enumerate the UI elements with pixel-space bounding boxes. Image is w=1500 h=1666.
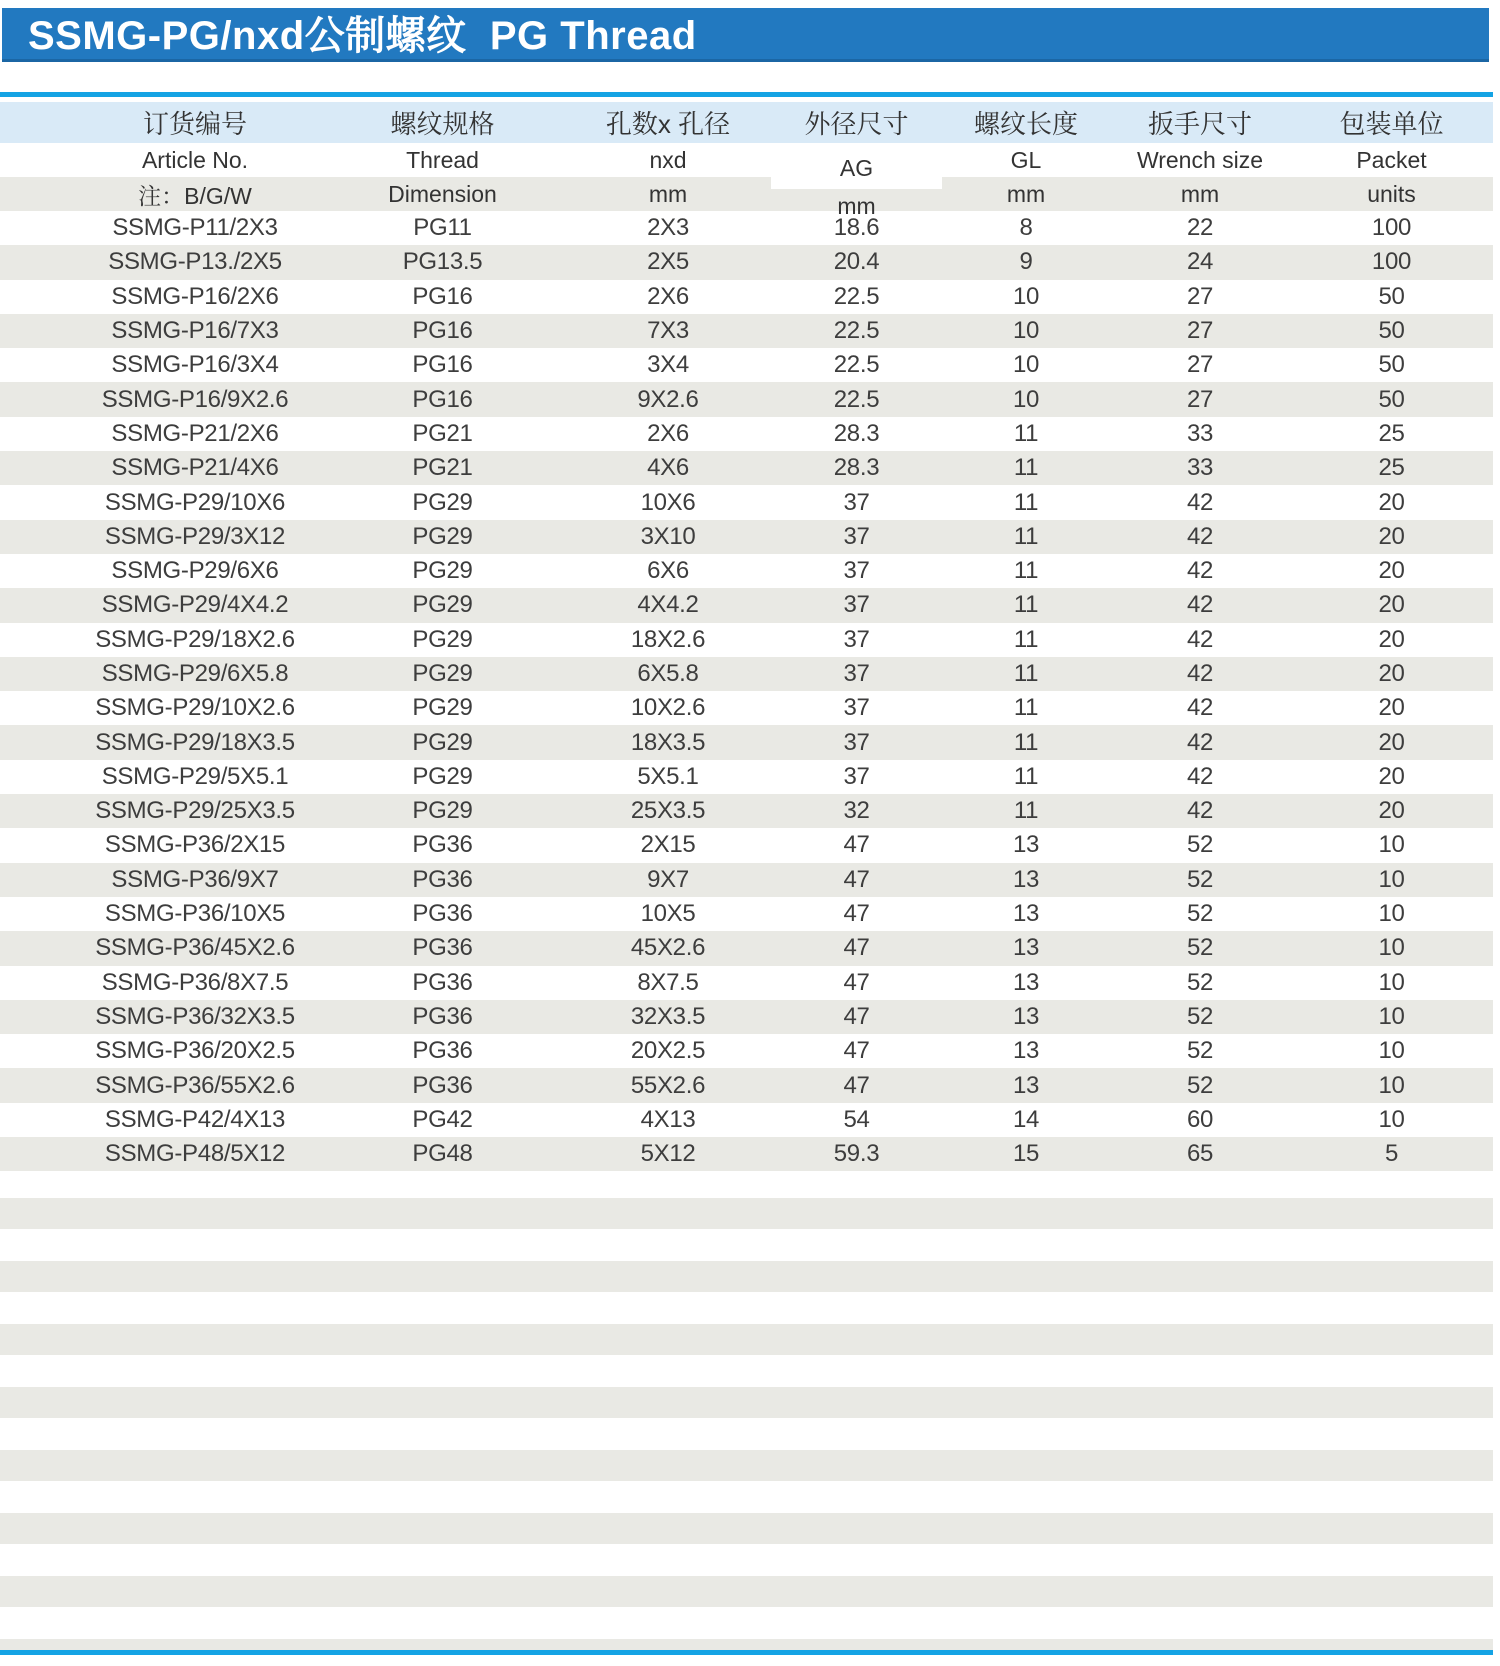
table-cell: 2X5 — [647, 248, 689, 276]
table-cell: 22.5 — [833, 282, 880, 310]
table-cell: PG36 — [412, 968, 473, 996]
table-cell: 10 — [1012, 282, 1040, 310]
col-header-article-cn: 订货编号 — [142, 109, 247, 139]
table-cell: 11 — [1013, 591, 1039, 619]
table-cell: SSMG-P36/55X2.6 — [95, 1071, 295, 1099]
table-cell: 20 — [1378, 728, 1405, 756]
table-row — [0, 382, 1493, 416]
col-header-thread-cn: 螺纹规格 — [390, 109, 495, 139]
table-cell: 9 — [1019, 248, 1033, 276]
table-cell: 52 — [1186, 1002, 1214, 1030]
table-row — [0, 623, 1493, 657]
table-cell: 13 — [1012, 934, 1040, 962]
table-cell: 8X7.5 — [637, 968, 699, 996]
table-cell: 100 — [1371, 248, 1412, 276]
table-cell: 20 — [1378, 625, 1405, 653]
table-cell: 3X4 — [647, 351, 689, 379]
table-cell: 4X13 — [640, 1105, 696, 1133]
header-row-en — [0, 143, 1493, 177]
table-cell: 10 — [1378, 1037, 1405, 1065]
table-cell: 47 — [843, 900, 870, 928]
col-header-gl-cn: 螺纹长度 — [973, 109, 1078, 139]
table-cell: 20 — [1378, 591, 1405, 619]
table-cell: SSMG-P36/9X7 — [111, 865, 279, 893]
col-unit-ag: mm — [837, 192, 876, 219]
table-cell: 5X5.1 — [637, 762, 699, 790]
table-cell: 37 — [843, 488, 870, 516]
table-cell: SSMG-P29/10X2.6 — [95, 694, 295, 722]
table-row — [0, 897, 1493, 931]
table-cell: 37 — [843, 728, 870, 756]
table-row — [0, 451, 1493, 485]
table-cell: SSMG-P29/5X5.1 — [101, 762, 289, 790]
table-cell: PG29 — [412, 625, 473, 653]
table-cell: PG29 — [412, 522, 473, 550]
table-cell: 28.3 — [833, 454, 880, 482]
table-cell: 10 — [1378, 900, 1405, 928]
table-cell: 18X2.6 — [630, 625, 706, 653]
table-cell: 42 — [1186, 660, 1214, 687]
table-cell: PG36 — [412, 934, 473, 962]
table-cell: 4X6 — [647, 454, 689, 482]
table-cell: 22.5 — [833, 385, 880, 413]
table-cell: 9X2.6 — [637, 385, 699, 413]
table-cell: SSMG-P36/20X2.5 — [95, 1037, 295, 1065]
table-cell: 3X10 — [640, 522, 696, 550]
table-cell: PG36 — [412, 900, 473, 928]
table-cell: 52 — [1186, 1037, 1214, 1065]
table-cell: PG36 — [412, 1037, 473, 1065]
table-cell: 47 — [843, 934, 870, 962]
table-cell: 33 — [1186, 454, 1214, 482]
table-cell: 10 — [1378, 831, 1405, 859]
table-cell: 13 — [1012, 900, 1040, 928]
table-cell: SSMG-P29/25X3.5 — [95, 797, 295, 825]
table-cell: 37 — [843, 694, 870, 722]
table-cell: 52 — [1186, 831, 1214, 859]
table-cell: 25X3.5 — [630, 797, 706, 825]
table-cell: SSMG-P16/3X4 — [111, 351, 279, 379]
table-cell: PG16 — [412, 351, 473, 379]
table-cell: 45X2.6 — [630, 934, 706, 962]
table-cell: 42 — [1186, 625, 1214, 653]
table-cell: 42 — [1186, 762, 1214, 790]
table-cell: 8 — [1019, 214, 1033, 242]
table-cell: SSMG-P29/18X3.5 — [95, 728, 295, 756]
table-cell: 4X4.2 — [637, 591, 699, 619]
table-cell: 47 — [843, 831, 870, 859]
table-cell: PG29 — [412, 660, 473, 687]
col-header-wrench-en: Wrench size — [1136, 146, 1264, 173]
table-cell: 47 — [843, 1071, 870, 1099]
table-cell: 22.5 — [833, 317, 880, 345]
table-cell: PG36 — [412, 1071, 473, 1099]
table-cell: PG21 — [412, 454, 473, 482]
table-cell: 42 — [1186, 591, 1214, 619]
table-row — [0, 485, 1493, 519]
col-unit-article: 注：B/G/W — [138, 182, 252, 209]
col-header-ag-cn: 外径尺寸 — [804, 109, 909, 139]
table-cell: 18X3.5 — [630, 728, 706, 756]
table-cell: 59.3 — [833, 1140, 880, 1168]
table-cell: 2X3 — [647, 214, 689, 242]
table-cell: 25 — [1378, 419, 1405, 447]
table-cell: PG11 — [413, 214, 472, 242]
table-header — [0, 102, 1493, 219]
empty-stripe-rows — [0, 1198, 1493, 1650]
table-cell: 11 — [1013, 488, 1039, 516]
spec-table — [0, 102, 1493, 1171]
table-row — [0, 760, 1493, 794]
table-row — [0, 691, 1493, 725]
table-cell: 42 — [1186, 488, 1214, 516]
table-cell: SSMG-P29/18X2.6 — [95, 625, 295, 653]
table-cell: SSMG-P11/2X3 — [112, 214, 278, 242]
table-cell: 25 — [1378, 454, 1405, 482]
table-cell: SSMG-P29/6X5.8 — [101, 660, 289, 687]
table-row — [0, 966, 1493, 1000]
table-cell: 24 — [1186, 248, 1214, 276]
col-header-thread-en: Thread — [406, 146, 479, 173]
table-cell: 5 — [1384, 1140, 1399, 1168]
header-row-units — [0, 177, 1493, 211]
table-cell: PG36 — [412, 1002, 473, 1030]
table-cell: SSMG-P29/4X4.2 — [101, 591, 289, 619]
table-cell: 50 — [1378, 385, 1405, 413]
table-cell: 20 — [1378, 797, 1405, 825]
col-header-nxd-en: nxd — [649, 146, 687, 173]
table-row — [0, 417, 1493, 451]
table-cell: 13 — [1012, 1037, 1040, 1065]
table-cell: 10 — [1378, 1002, 1405, 1030]
table-cell: 11 — [1013, 522, 1039, 550]
table-cell: 55X2.6 — [630, 1071, 706, 1099]
table-cell: PG13.5 — [402, 248, 483, 276]
table-cell: 10 — [1012, 351, 1040, 379]
table-cell: 50 — [1378, 317, 1405, 345]
table-cell: SSMG-P16/7X3 — [111, 317, 279, 345]
table-cell: SSMG-P36/45X2.6 — [95, 934, 295, 962]
table-cell: 20 — [1378, 694, 1405, 722]
table-row — [0, 1068, 1493, 1102]
table-cell: 20.4 — [833, 248, 880, 276]
page-title: SSMG-PG/nxd公制螺纹 PG Thread — [28, 14, 697, 58]
table-cell: 10X6 — [640, 488, 696, 516]
table-cell: 50 — [1378, 282, 1405, 310]
header-row-cn — [0, 102, 1493, 143]
table-cell: 52 — [1186, 934, 1214, 962]
table-cell: SSMG-P29/6X6 — [111, 557, 279, 585]
table-cell: 22.5 — [833, 351, 880, 379]
table-body — [0, 211, 1493, 1171]
table-cell: 10 — [1378, 934, 1405, 962]
table-cell: PG29 — [412, 591, 473, 619]
table-cell: 11 — [1013, 660, 1039, 687]
table-cell: 20 — [1378, 762, 1405, 790]
table-cell: 2X15 — [640, 831, 696, 859]
table-cell: 11 — [1013, 454, 1039, 482]
table-cell: 20 — [1378, 660, 1405, 687]
table-cell: 37 — [843, 625, 870, 653]
table-cell: PG29 — [412, 762, 473, 790]
table-cell: 47 — [843, 865, 870, 893]
col-unit-nxd: mm — [648, 180, 688, 207]
table-cell: 11 — [1013, 694, 1039, 722]
table-cell: 42 — [1186, 797, 1214, 825]
table-cell: 52 — [1186, 865, 1214, 893]
table-row — [0, 520, 1493, 554]
table-row — [0, 863, 1493, 897]
table-cell: 52 — [1186, 1071, 1214, 1099]
table-cell: 2X6 — [647, 282, 689, 310]
table-row — [0, 588, 1493, 622]
table-cell: 50 — [1378, 351, 1405, 379]
table-cell: PG29 — [412, 694, 473, 722]
table-cell: 13 — [1012, 968, 1040, 996]
col-header-gl-en: GL — [1010, 146, 1042, 173]
bottom-divider-line — [0, 1650, 1493, 1655]
table-cell: PG16 — [412, 385, 473, 413]
table-cell: 47 — [843, 968, 870, 996]
table-cell: 20 — [1378, 557, 1405, 585]
table-cell: 10 — [1378, 1071, 1405, 1099]
table-row — [0, 657, 1493, 691]
table-cell: 15 — [1012, 1140, 1040, 1168]
table-cell: 10X2.6 — [630, 694, 706, 722]
table-cell: SSMG-P16/2X6 — [111, 282, 279, 310]
table-cell: 37 — [843, 762, 870, 790]
col-unit-wrench: mm — [1180, 180, 1220, 207]
table-cell: 14 — [1012, 1105, 1040, 1133]
table-cell: 32X3.5 — [630, 1002, 706, 1030]
table-cell: 2X6 — [647, 419, 689, 447]
table-cell: 6X6 — [647, 557, 689, 585]
table-cell: 20 — [1378, 522, 1405, 550]
table-cell: 28.3 — [833, 419, 880, 447]
table-row — [0, 348, 1493, 382]
table-cell: 37 — [843, 591, 870, 619]
top-divider-line — [0, 92, 1493, 97]
col-unit-gl: mm — [1006, 180, 1046, 207]
table-cell: SSMG-P13./2X5 — [108, 248, 282, 276]
table-cell: 13 — [1012, 1071, 1040, 1099]
col-header-article-en: Article No. — [141, 146, 249, 173]
table-cell: 11 — [1013, 762, 1039, 790]
table-cell: 11 — [1013, 728, 1039, 756]
table-row — [0, 554, 1493, 588]
table-cell: PG21 — [412, 419, 473, 447]
table-row — [0, 280, 1493, 314]
table-cell: PG36 — [412, 831, 473, 859]
table-row — [0, 1034, 1493, 1068]
table-cell: SSMG-P36/8X7.5 — [101, 968, 289, 996]
table-cell: 10 — [1012, 385, 1040, 413]
table-cell: SSMG-P29/10X6 — [104, 488, 286, 516]
col-header-wrench-cn: 扳手尺寸 — [1147, 109, 1252, 139]
table-cell: 47 — [843, 1037, 870, 1065]
table-cell: SSMG-P42/4X13 — [104, 1105, 286, 1133]
col-unit-thread: Dimension — [388, 180, 497, 207]
table-row — [0, 211, 1493, 245]
table-cell: 27 — [1186, 317, 1214, 345]
table-row — [0, 314, 1493, 348]
table-cell: 10 — [1378, 865, 1405, 893]
table-cell: 20X2.5 — [630, 1037, 706, 1065]
table-cell: 65 — [1186, 1140, 1214, 1168]
table-cell: 42 — [1186, 728, 1214, 756]
table-cell: 9X7 — [647, 865, 689, 893]
table-cell: SSMG-P36/10X5 — [104, 900, 286, 928]
table-cell: 22 — [1186, 214, 1214, 242]
table-cell: 42 — [1186, 557, 1214, 585]
table-cell: 27 — [1186, 385, 1214, 413]
table-cell: 100 — [1371, 214, 1412, 242]
col-unit-packet: units — [1367, 180, 1416, 207]
table-cell: 7X3 — [647, 317, 689, 345]
table-cell: 60 — [1186, 1105, 1214, 1133]
table-cell: 42 — [1186, 694, 1214, 722]
table-cell: 20 — [1378, 488, 1405, 516]
table-row — [0, 1000, 1493, 1034]
table-cell: SSMG-P29/3X12 — [104, 522, 286, 550]
table-cell: SSMG-P16/9X2.6 — [101, 385, 289, 413]
table-cell: 6X5.8 — [637, 660, 699, 687]
table-cell: 27 — [1186, 351, 1214, 379]
table-cell: 10X5 — [640, 900, 696, 928]
title-bar — [2, 8, 1489, 62]
table-cell: 13 — [1012, 1002, 1040, 1030]
table-cell: 13 — [1012, 865, 1040, 893]
table-cell: 10 — [1378, 968, 1405, 996]
table-cell: SSMG-P21/2X6 — [111, 419, 279, 447]
table-cell: PG48 — [412, 1140, 473, 1168]
table-cell: PG16 — [412, 317, 473, 345]
col-header-packet-en: Packet — [1356, 146, 1427, 173]
col-header-ag-en: AG — [839, 154, 874, 181]
table-cell: 18.6 — [833, 214, 880, 242]
table-cell: PG42 — [412, 1105, 473, 1133]
table-cell: 54 — [843, 1105, 870, 1133]
table-row — [0, 1137, 1493, 1171]
table-row — [0, 245, 1493, 279]
table-row — [0, 794, 1493, 828]
table-cell: SSMG-P36/2X15 — [104, 831, 286, 859]
table-cell: 11 — [1013, 419, 1039, 447]
table-cell: 11 — [1013, 625, 1039, 653]
col-header-packet-cn: 包装单位 — [1339, 109, 1444, 139]
table-row — [0, 1103, 1493, 1137]
table-cell: PG36 — [412, 865, 473, 893]
table-cell: 13 — [1012, 831, 1040, 859]
table-cell: 37 — [843, 660, 870, 687]
table-cell: 11 — [1013, 797, 1039, 825]
table-cell: SSMG-P21/4X6 — [111, 454, 279, 482]
table-cell: 42 — [1186, 522, 1214, 550]
table-cell: 37 — [843, 522, 870, 550]
table-cell: 52 — [1186, 900, 1214, 928]
col-header-nxd-cn: 孔数x 孔径 — [605, 109, 731, 139]
table-cell: PG29 — [412, 557, 473, 585]
table-cell: 10 — [1378, 1105, 1405, 1133]
table-cell: 10 — [1012, 317, 1040, 345]
table-cell: 47 — [843, 1002, 870, 1030]
table-cell: PG29 — [412, 488, 473, 516]
table-row — [0, 725, 1493, 759]
table-cell: 11 — [1013, 557, 1039, 585]
table-cell: 5X12 — [640, 1140, 696, 1168]
table-cell: PG16 — [412, 282, 473, 310]
table-cell: SSMG-P48/5X12 — [104, 1140, 286, 1168]
table-cell: PG29 — [412, 797, 473, 825]
table-cell: SSMG-P36/32X3.5 — [95, 1002, 295, 1030]
table-cell: 27 — [1186, 282, 1214, 310]
table-cell: 32 — [843, 797, 870, 825]
table-cell: 52 — [1186, 968, 1214, 996]
table-row — [0, 931, 1493, 965]
table-cell: 37 — [843, 557, 870, 585]
table-cell: 33 — [1186, 419, 1214, 447]
table-row — [0, 828, 1493, 862]
table-cell: PG29 — [412, 728, 473, 756]
